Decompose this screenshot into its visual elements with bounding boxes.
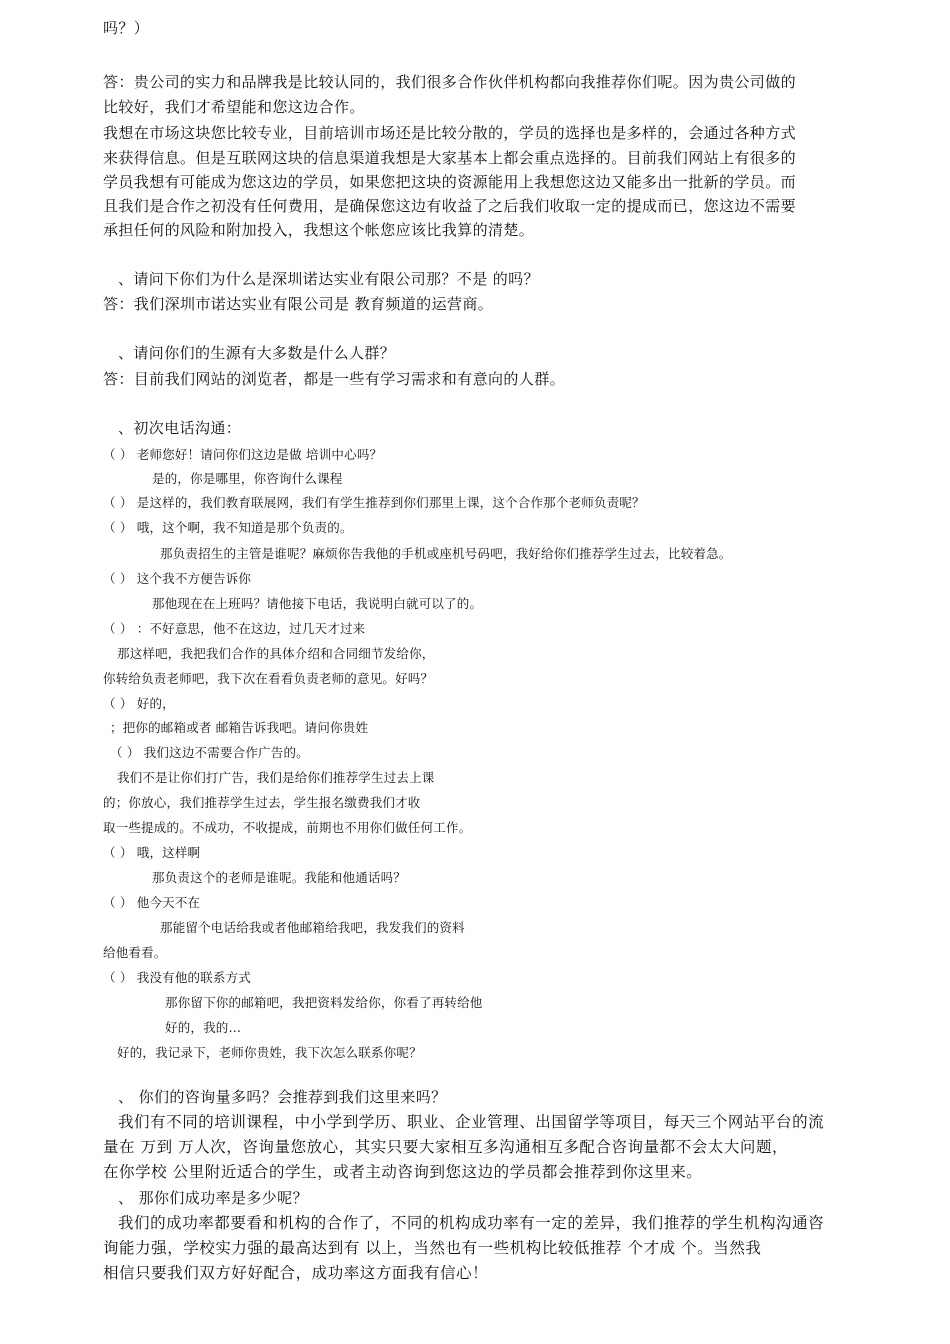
dialogue-line: （ ） 是这样的，我们教育联展网，我们有学生推荐到你们那里上课，这个合作那个老师负责呢？ <box>103 495 645 510</box>
answer-success-line: 询能力强，学校实力强的最高达到有 以上，当然也有一些机构比较低推荐 个才成 个。当然我 <box>103 1239 762 1257</box>
dialogue-line: 我们不是让你们打广告，我们是给你们推荐学生过去上课 <box>117 770 435 785</box>
intro-line: 承担任何的风险和附加投入，我想这个帐您应该比我算的清楚。 <box>103 221 535 239</box>
dialogue-line: （ ） 哦，这样啊 <box>103 845 201 860</box>
question-company: 、请问下你们为什么是深圳诺达实业有限公司那？不是 的吗？ <box>118 270 539 288</box>
question-students: 、请问你们的生源有大多数是什么人群？ <box>118 344 396 362</box>
intro-line: 且我们是合作之初没有任何费用，是确保您这边有收益了之后我们收取一定的提成而已，您这边不需要 <box>103 197 797 215</box>
answer-volume-line: 在你学校 公里附近适合的学生，或者主动咨询到您这边的学员都会推荐到你这里来。 <box>103 1163 703 1181</box>
dialogue-line: 那他现在在上班吗？请他接下电话，我说明白就可以了的。 <box>152 596 483 611</box>
intro-line: 吗？） <box>103 19 150 37</box>
answer-success-line: 相信只要我们双方好好配合，成功率这方面我有信心！ <box>103 1264 489 1282</box>
dialogue-line: 那你留下你的邮箱吧，我把资料发给你，你看了再转给他 <box>165 995 483 1010</box>
dialogue-line: （ ） 好的， <box>103 696 175 711</box>
dialogue-line: （ ） 我没有他的联系方式 <box>103 970 252 985</box>
dialogue-line: 那能留个电话给我或者他邮箱给我吧，我发我们的资料 <box>160 920 465 935</box>
dialogue-line: 的；你放心，我们推荐学生过去，学生报名缴费我们才收 <box>103 795 421 810</box>
dialogue-line: （ ） 他今天不在 <box>103 895 201 910</box>
dialogue-line: （ ） 哦，这个啊，我不知道是那个负责的。 <box>103 520 353 535</box>
intro-line: 学员我想有可能成为您这边的学员，如果您把这块的资源能用上我想您这边又能多出一批新的学员。而 <box>103 173 797 191</box>
intro-line: 答：贵公司的实力和品牌我是比较认同的，我们很多合作伙伴机构都向我推荐你们呢。因为贵公司做的 <box>103 73 797 91</box>
intro-line: 来获得信息。但是互联网这块的信息渠道我想是大家基本上都会重点选择的。目前我们网站上有很多的 <box>103 149 797 167</box>
intro-line: 比较好，我们才希望能和您这边合作。 <box>103 98 365 116</box>
question-volume: 、 你们的咨询量多吗？会推荐到我们这里来吗？ <box>118 1088 447 1106</box>
dialogue-line: 给他看看。 <box>103 945 167 960</box>
answer-volume-line: 我们有不同的培训课程，中小学到学历、职业、企业管理、出国留学等项目，每天三个网站平台的流 <box>118 1113 825 1131</box>
intro-line: 我想在市场这块您比较专业，目前培训市场还是比较分散的，学员的选择也是多样的，会通过各种方式 <box>103 124 797 142</box>
section-heading-phone: 、初次电话沟通： <box>118 419 242 437</box>
answer-company: 答：我们深圳市诺达实业有限公司是 教育频道的运营商。 <box>103 295 494 313</box>
dialogue-line: ；把你的邮箱或者 邮箱告诉我吧。请问你贵姓 <box>110 720 369 735</box>
answer-volume-line: 量在 万到 万人次，咨询量您放心，其实只要大家相互多沟通相互多配合咨询量都不会太大问题， <box>103 1138 789 1156</box>
dialogue-line: 好的，我记录下，老师你贵姓，我下次怎么联系你呢？ <box>117 1045 422 1060</box>
dialogue-line: （ ） ：不好意思，他不在这边，过几天才过来 <box>103 621 366 636</box>
dialogue-line: 那这样吧，我把我们合作的具体介绍和合同细节发给你， <box>117 646 435 661</box>
dialogue-line: （ ） 我们这边不需要合作广告的。 <box>110 745 309 760</box>
dialogue-line: 那负责招生的主管是谁呢？麻烦你告我他的手机或座机号码吧，我好给你们推荐学生过去，比较着急。 <box>160 546 732 561</box>
dialogue-line: 是的，你是哪里，你咨询什么课程 <box>152 471 343 486</box>
answer-success-line: 我们的成功率都要看和机构的合作了，不同的机构成功率有一定的差异，我们推荐的学生机构沟通咨 <box>118 1214 825 1232</box>
dialogue-line: 取一些提成的。不成功，不收提成，前期也不用你们做任何工作。 <box>103 820 472 835</box>
dialogue-line: （ ） 老师您好！请问你们这边是做 培训中心吗？ <box>103 447 383 462</box>
question-success: 、 那你们成功率是多少呢？ <box>118 1189 308 1207</box>
dialogue-line: 好的，我的… <box>165 1020 242 1035</box>
dialogue-line: （ ） 这个我不方便告诉你 <box>103 571 252 586</box>
answer-students: 答：目前我们网站的浏览者，都是一些有学习需求和有意向的人群。 <box>103 370 566 388</box>
dialogue-line: 那负责这个的老师是谁呢。我能和他通话吗？ <box>152 870 407 885</box>
dialogue-line: 你转给负责老师吧，我下次在看看负责老师的意见。好吗？ <box>103 671 434 686</box>
